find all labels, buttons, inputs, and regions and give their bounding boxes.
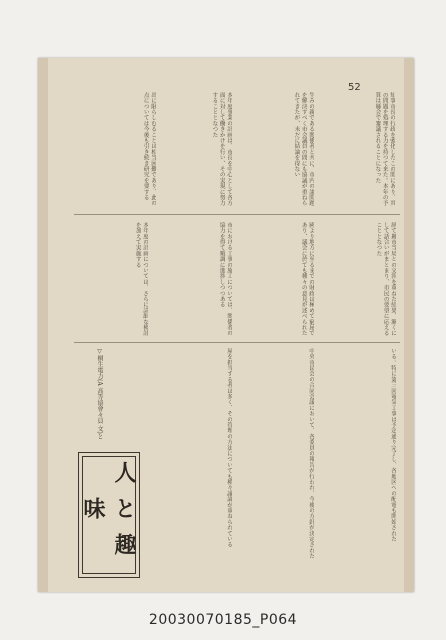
image-caption: 20030070185_P064 xyxy=(148,612,298,628)
text-column: 本年度事業の計画は、市長を中心として各方面に対して働きかけを行い、その実現に努力することとなつた xyxy=(211,92,232,206)
section-divider xyxy=(74,342,400,343)
text-column: 知事市長の行政を強化したこの間にあり、其の問題を処理する力を持つて来た。本年の予算は縣会で審議されることになった xyxy=(374,92,395,206)
text-column: いる。特に第三回電気工事は予定通り完了し、各地区への配電も開始された xyxy=(390,348,396,542)
section-divider xyxy=(74,214,400,215)
text-column: 出に限らしむることは相当困難であり、此の点については今後も引き続き研究を要する xyxy=(142,92,156,206)
text-column: 市における工事の施工については、関係者の協力を得て順調に進捗しつつある xyxy=(218,222,232,336)
text-column: 屋を担当する者は多く、その管理の方法についても種々議論が重ねられている xyxy=(226,348,232,548)
feature-title: 人と趣味 xyxy=(80,461,137,569)
feature-title-box xyxy=(78,452,140,578)
text-column: 中央市民会の合同会議において、各委員の報告が行われ、今後の方針が決定された xyxy=(308,348,314,559)
text-column: 本年度の計画については、さらに詳細な検討を加えて実施する xyxy=(134,222,148,336)
page-edge-left xyxy=(38,58,48,592)
feature-byline: ▽桐生電力(A 高等協會々員 文)と xyxy=(96,348,103,440)
page-edge-right xyxy=(404,58,414,592)
text-column: 経て縣市当局との交渉を重ねた結果、漸くにして話合いがまとまり、市民の要望に応えることとなつた xyxy=(375,222,396,336)
text-column: 國より地方に至るまでの財政は極めて窮屈であり、議会に於ても種々の意見が述べられた xyxy=(300,222,314,336)
text-column: 生みの親である関係者と共に、市内の諸問題を解決すべく市会議員の間にも協議が重ねられてきたが、未だに結論を得ない xyxy=(293,92,314,206)
page-number: 52 xyxy=(348,82,361,93)
